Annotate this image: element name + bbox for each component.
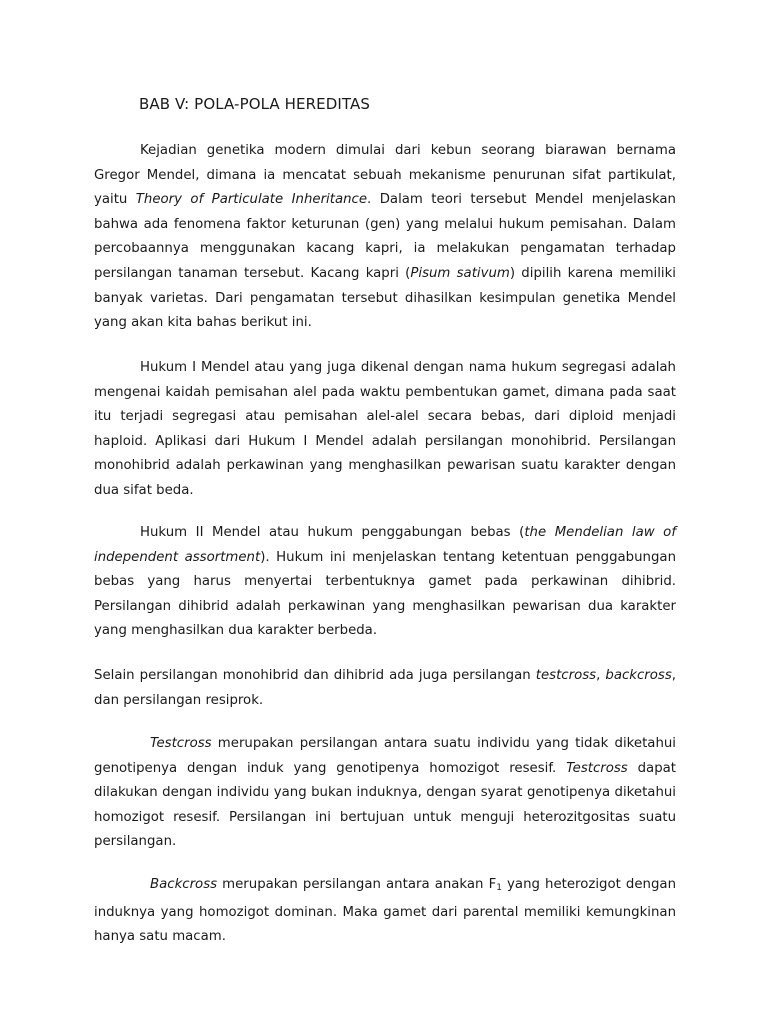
text-run: Hukum II Mendel atau hukum penggabungan bebas (: [140, 525, 525, 540]
paragraph-backcross: [94, 873, 676, 950]
text-run: yang heterozigot dengan induknya yang homozigot dominan. Maka gamet dari parental memiliki kemungkinan hanya satu macam.: [94, 877, 676, 945]
paragraph-mendel-intro: [94, 139, 676, 336]
paragraph-testcross: [94, 732, 676, 855]
text-run: ) dipilih karena memiliki banyak varietas. Dari pengamatan tersebut dihasilkan kesimpulan genetika Mendel yang akan kita bahas berikut ini.: [94, 265, 677, 331]
text-run: ,: [596, 668, 606, 683]
text-run: dapat dilakukan dengan individu yang bukan induknya, dengan syarat genotipenya diketahui homozigot resesif. Persilangan ini bertujuan untuk menguji heterozitgositas suatu persilangan.: [94, 760, 676, 850]
text-run: merupakan persilangan antara anakan F: [217, 877, 497, 892]
text-run: Kejadian genetika modern dimulai dari kebun seorang biarawan bernama Gregor Mendel, dimana ia mencatat sebuah mekanisme penurunan sifat partikulat, yaitu: [94, 143, 676, 208]
italic-term: Testcross: [150, 736, 212, 751]
paragraph-hukum-2: [94, 521, 676, 644]
italic-term: testcross: [535, 668, 597, 683]
italic-term: Pisum sativum: [410, 265, 510, 281]
italic-term: Theory of Particulate Inheritance: [135, 192, 368, 208]
subscript: 1: [496, 883, 502, 893]
paragraph-hukum-1: Hukum I Mendel atau yang juga dikenal dengan nama hukum segregasi adalah mengenai kaidah pemisahan alel pada waktu pembentukan gamet, dimana pada saat itu terjadi segregasi atau pemisahan alel-alel secara bebas, dari diploid menjadi haploid. Aplikasi dari Hukum I Mendel adalah persilangan monohibrid. Persilangan monohibrid adalah perkawinan yang menghasilkan pewarisan suatu karakter dengan dua sifat beda.: [94, 360, 676, 498]
text-run: merupakan persilangan antara suatu individu yang tidak diketahui genotipenya dengan induk yang genotipenya homozigot resesif.: [94, 736, 676, 776]
paragraph-other-crosses: [94, 664, 676, 713]
chapter-title: BAB V: POLA-POLA HEREDITAS: [139, 95, 370, 113]
italic-term: backcross: [605, 668, 672, 683]
text-run: Selain persilangan monohibrid dan dihibrid ada juga persilangan: [94, 668, 536, 683]
text-run: ). Hukum ini menjelaskan tentang ketentuan penggabungan bebas yang harus menyertai terbentuknya gamet pada perkawinan dihibrid. Persilangan dihibrid adalah perkawinan yang menghasilkan pewarisan dua karakter yang menghasilkan dua karakter berbeda.: [94, 549, 676, 639]
text-run: . Dalam teori tersebut Mendel menjelaskan bahwa ada fenomena faktor keturunan (gen) yang melalui hukum pemisahan. Dalam percobaannya menggunakan kacang kapri, ia melakukan pengamatan terhadap persilangan tanaman tersebut. Kacang kapri (: [94, 192, 676, 281]
italic-term: Backcross: [150, 877, 218, 892]
italic-term: the Mendelian law of independent assortment: [94, 525, 677, 565]
italic-term: Testcross: [566, 760, 628, 776]
text-run: , dan persilangan resiprok.: [94, 668, 676, 708]
